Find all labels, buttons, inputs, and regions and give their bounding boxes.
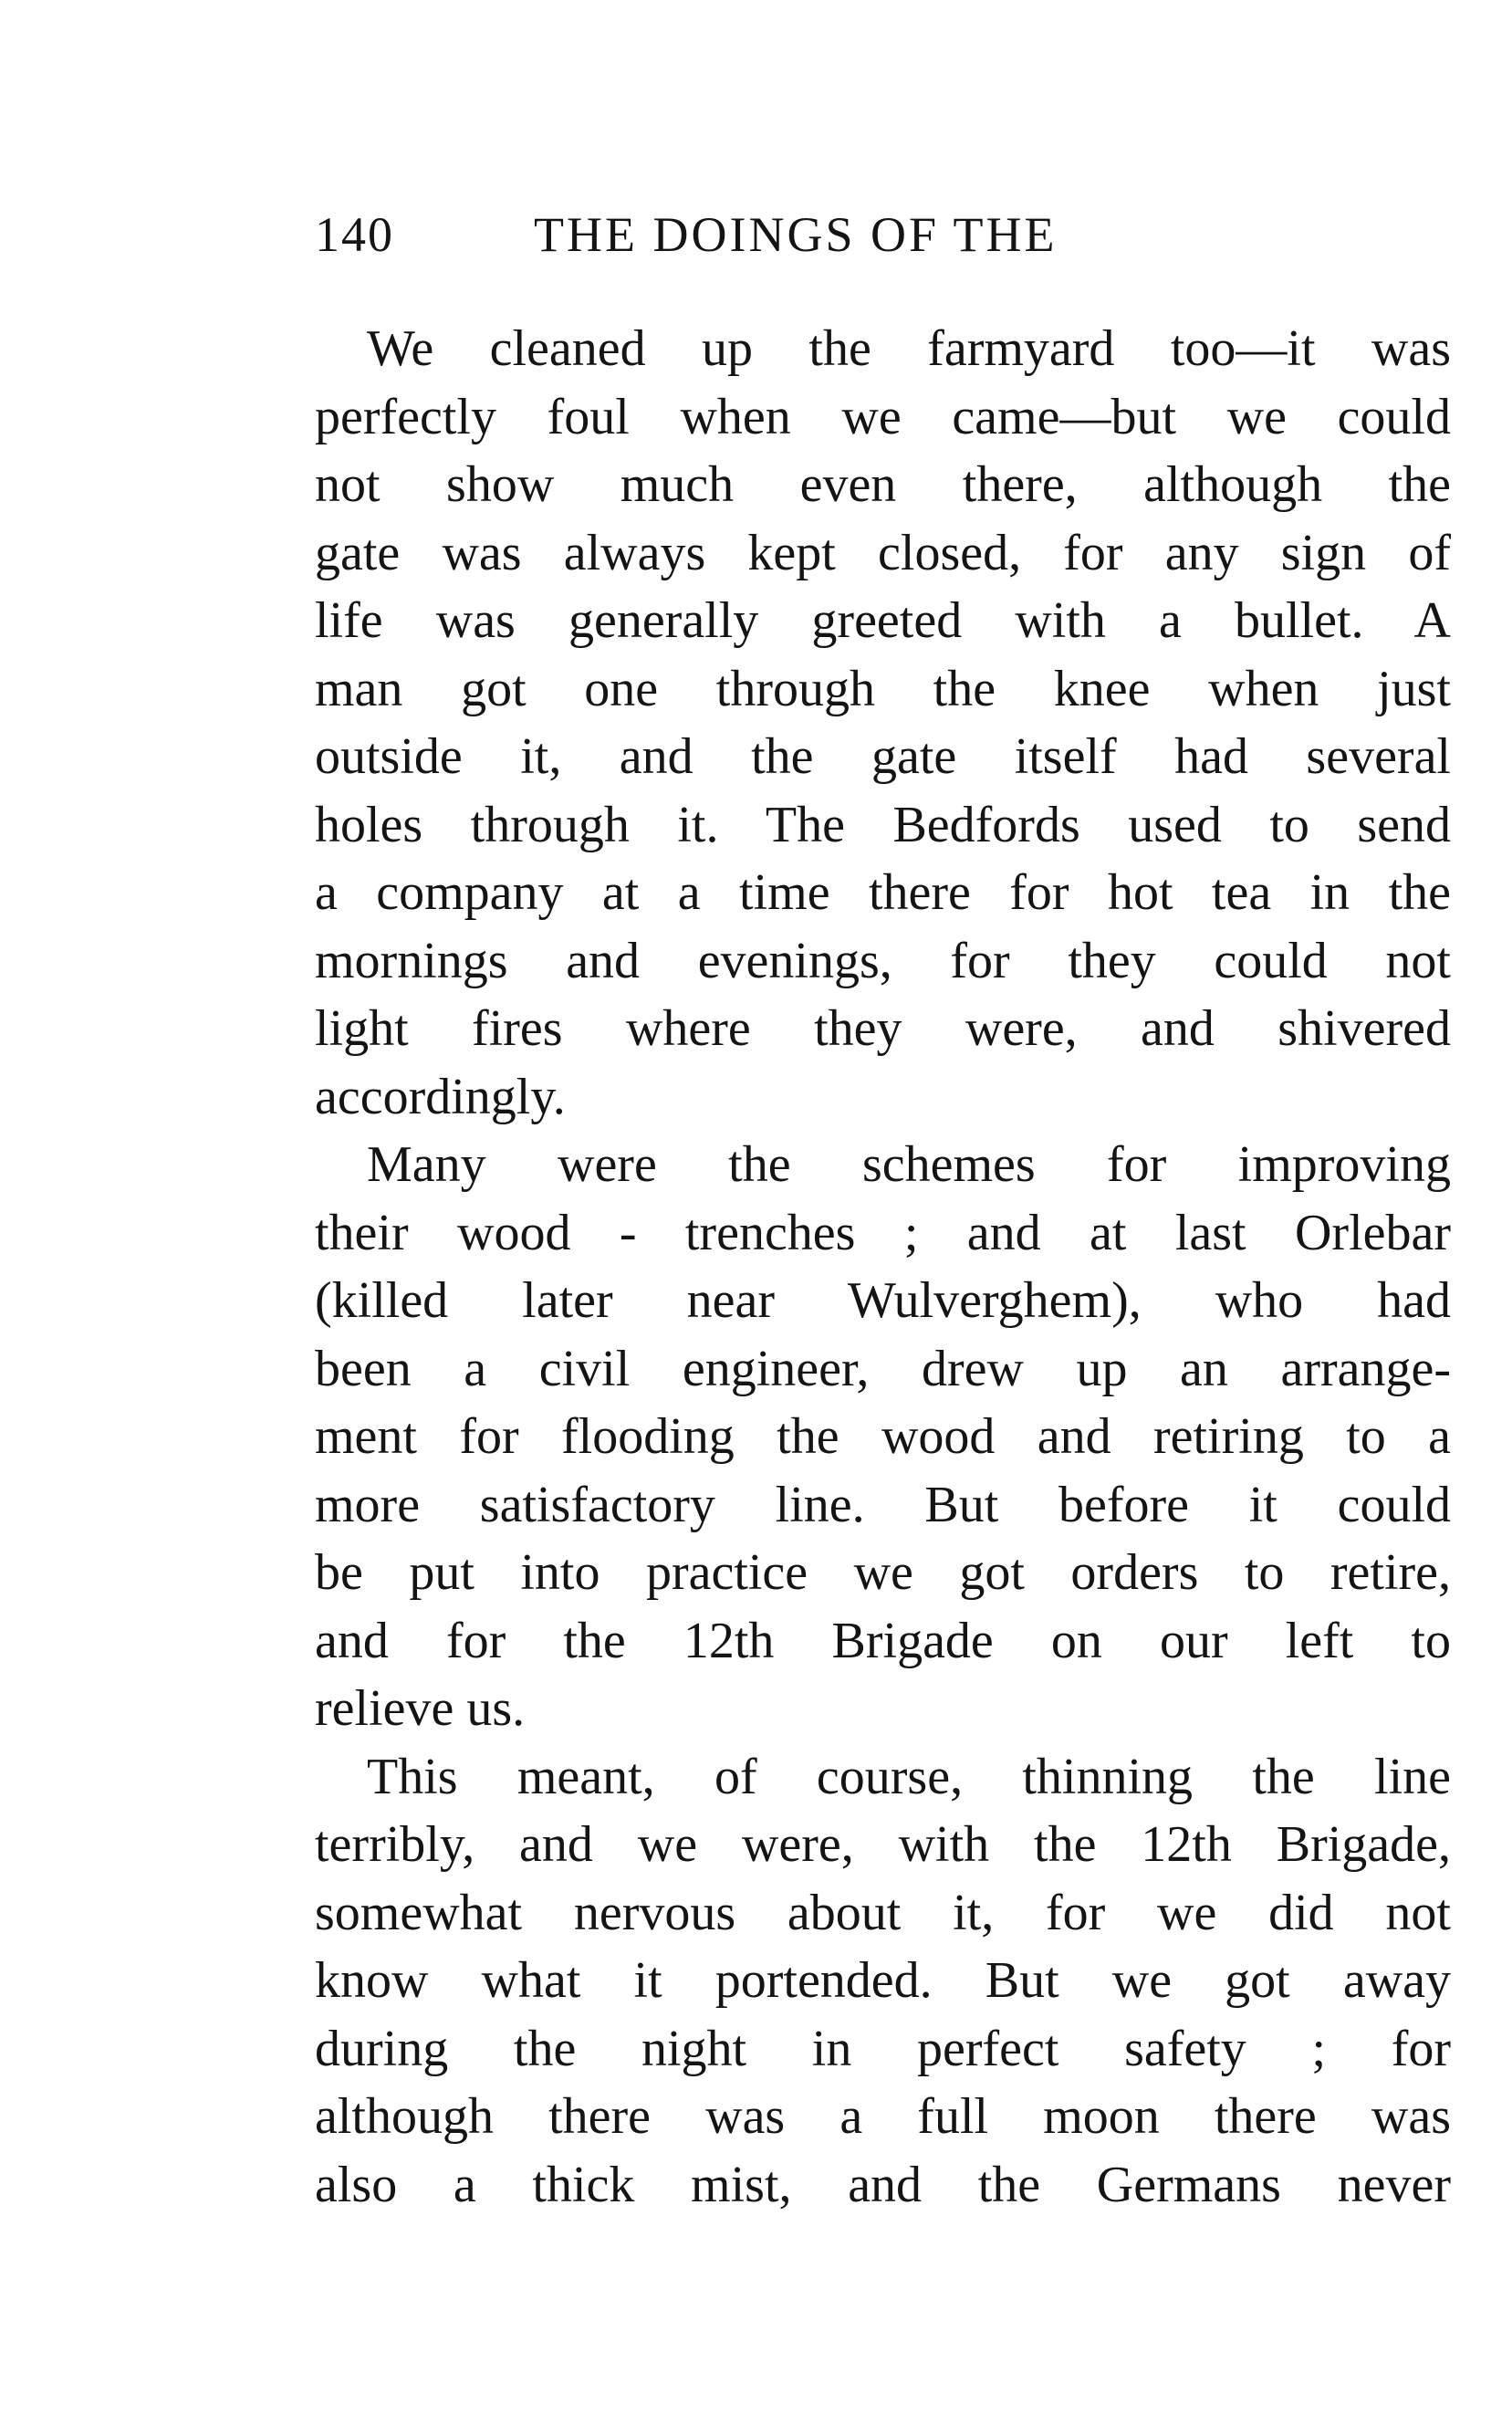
text-line: somewhat nervous about it, for we did not [315, 1884, 1451, 1941]
text-line: and for the 12th Brigade on our left to [315, 1612, 1451, 1669]
text-line: although there was a full moon there was [315, 2088, 1451, 2145]
text-line: ment for flooding the wood and retiring to a [315, 1408, 1451, 1465]
text-line: relieve us. [315, 1680, 526, 1737]
text-line: a company at a time there for hot tea in the [315, 864, 1451, 921]
text-line: holes through it. The Bedfords used to send [315, 796, 1451, 853]
text-line: man got one through the knee when just [315, 660, 1451, 717]
body-text [315, 315, 1451, 2219]
text-line: mornings and evenings, for they could not [315, 932, 1451, 989]
text-line: more satisfactory line. But before it could [315, 1476, 1451, 1533]
text-line: light fires where they were, and shivered [315, 1000, 1451, 1057]
text-line: during the night in perfect safety ; for [315, 2020, 1451, 2077]
text-line: been a civil engineer, drew up an arrange- [315, 1340, 1451, 1397]
text-line: their wood - trenches ; and at last Orlebar [315, 1204, 1451, 1261]
text-line: This meant, of course, thinning the line [367, 1748, 1451, 1805]
text-line: outside it, and the gate itself had several [315, 728, 1451, 785]
text-line: accordingly. [315, 1068, 566, 1125]
text-line: life was generally greeted with a bullet. A [315, 592, 1451, 649]
paragraph-3 [315, 1743, 1451, 2220]
text-line: terribly, and we were, with the 12th Brigade, [315, 1816, 1451, 1873]
text-line: Many were the schemes for improving [367, 1136, 1451, 1193]
running-head: THE DOINGS OF THE [534, 207, 1058, 262]
text-line: know what it portended. But we got away [315, 1952, 1451, 2009]
text-line: (killed later near Wulverghem), who had [315, 1272, 1451, 1329]
page-number: 140 [315, 207, 394, 262]
text-line: also a thick mist, and the Germans never [315, 2156, 1451, 2213]
text-line: perfectly foul when we came—but we could [315, 388, 1451, 445]
text-line: be put into practice we got orders to retire, [315, 1544, 1451, 1601]
text-line: We cleaned up the farmyard too—it was [367, 320, 1451, 377]
page-header [315, 203, 1209, 266]
text-line: not show much even there, although the [315, 456, 1451, 513]
paragraph-2 [315, 1131, 1451, 1743]
text-line: gate was always kept closed, for any sign of [315, 524, 1451, 581]
paragraph-1 [315, 315, 1451, 1131]
